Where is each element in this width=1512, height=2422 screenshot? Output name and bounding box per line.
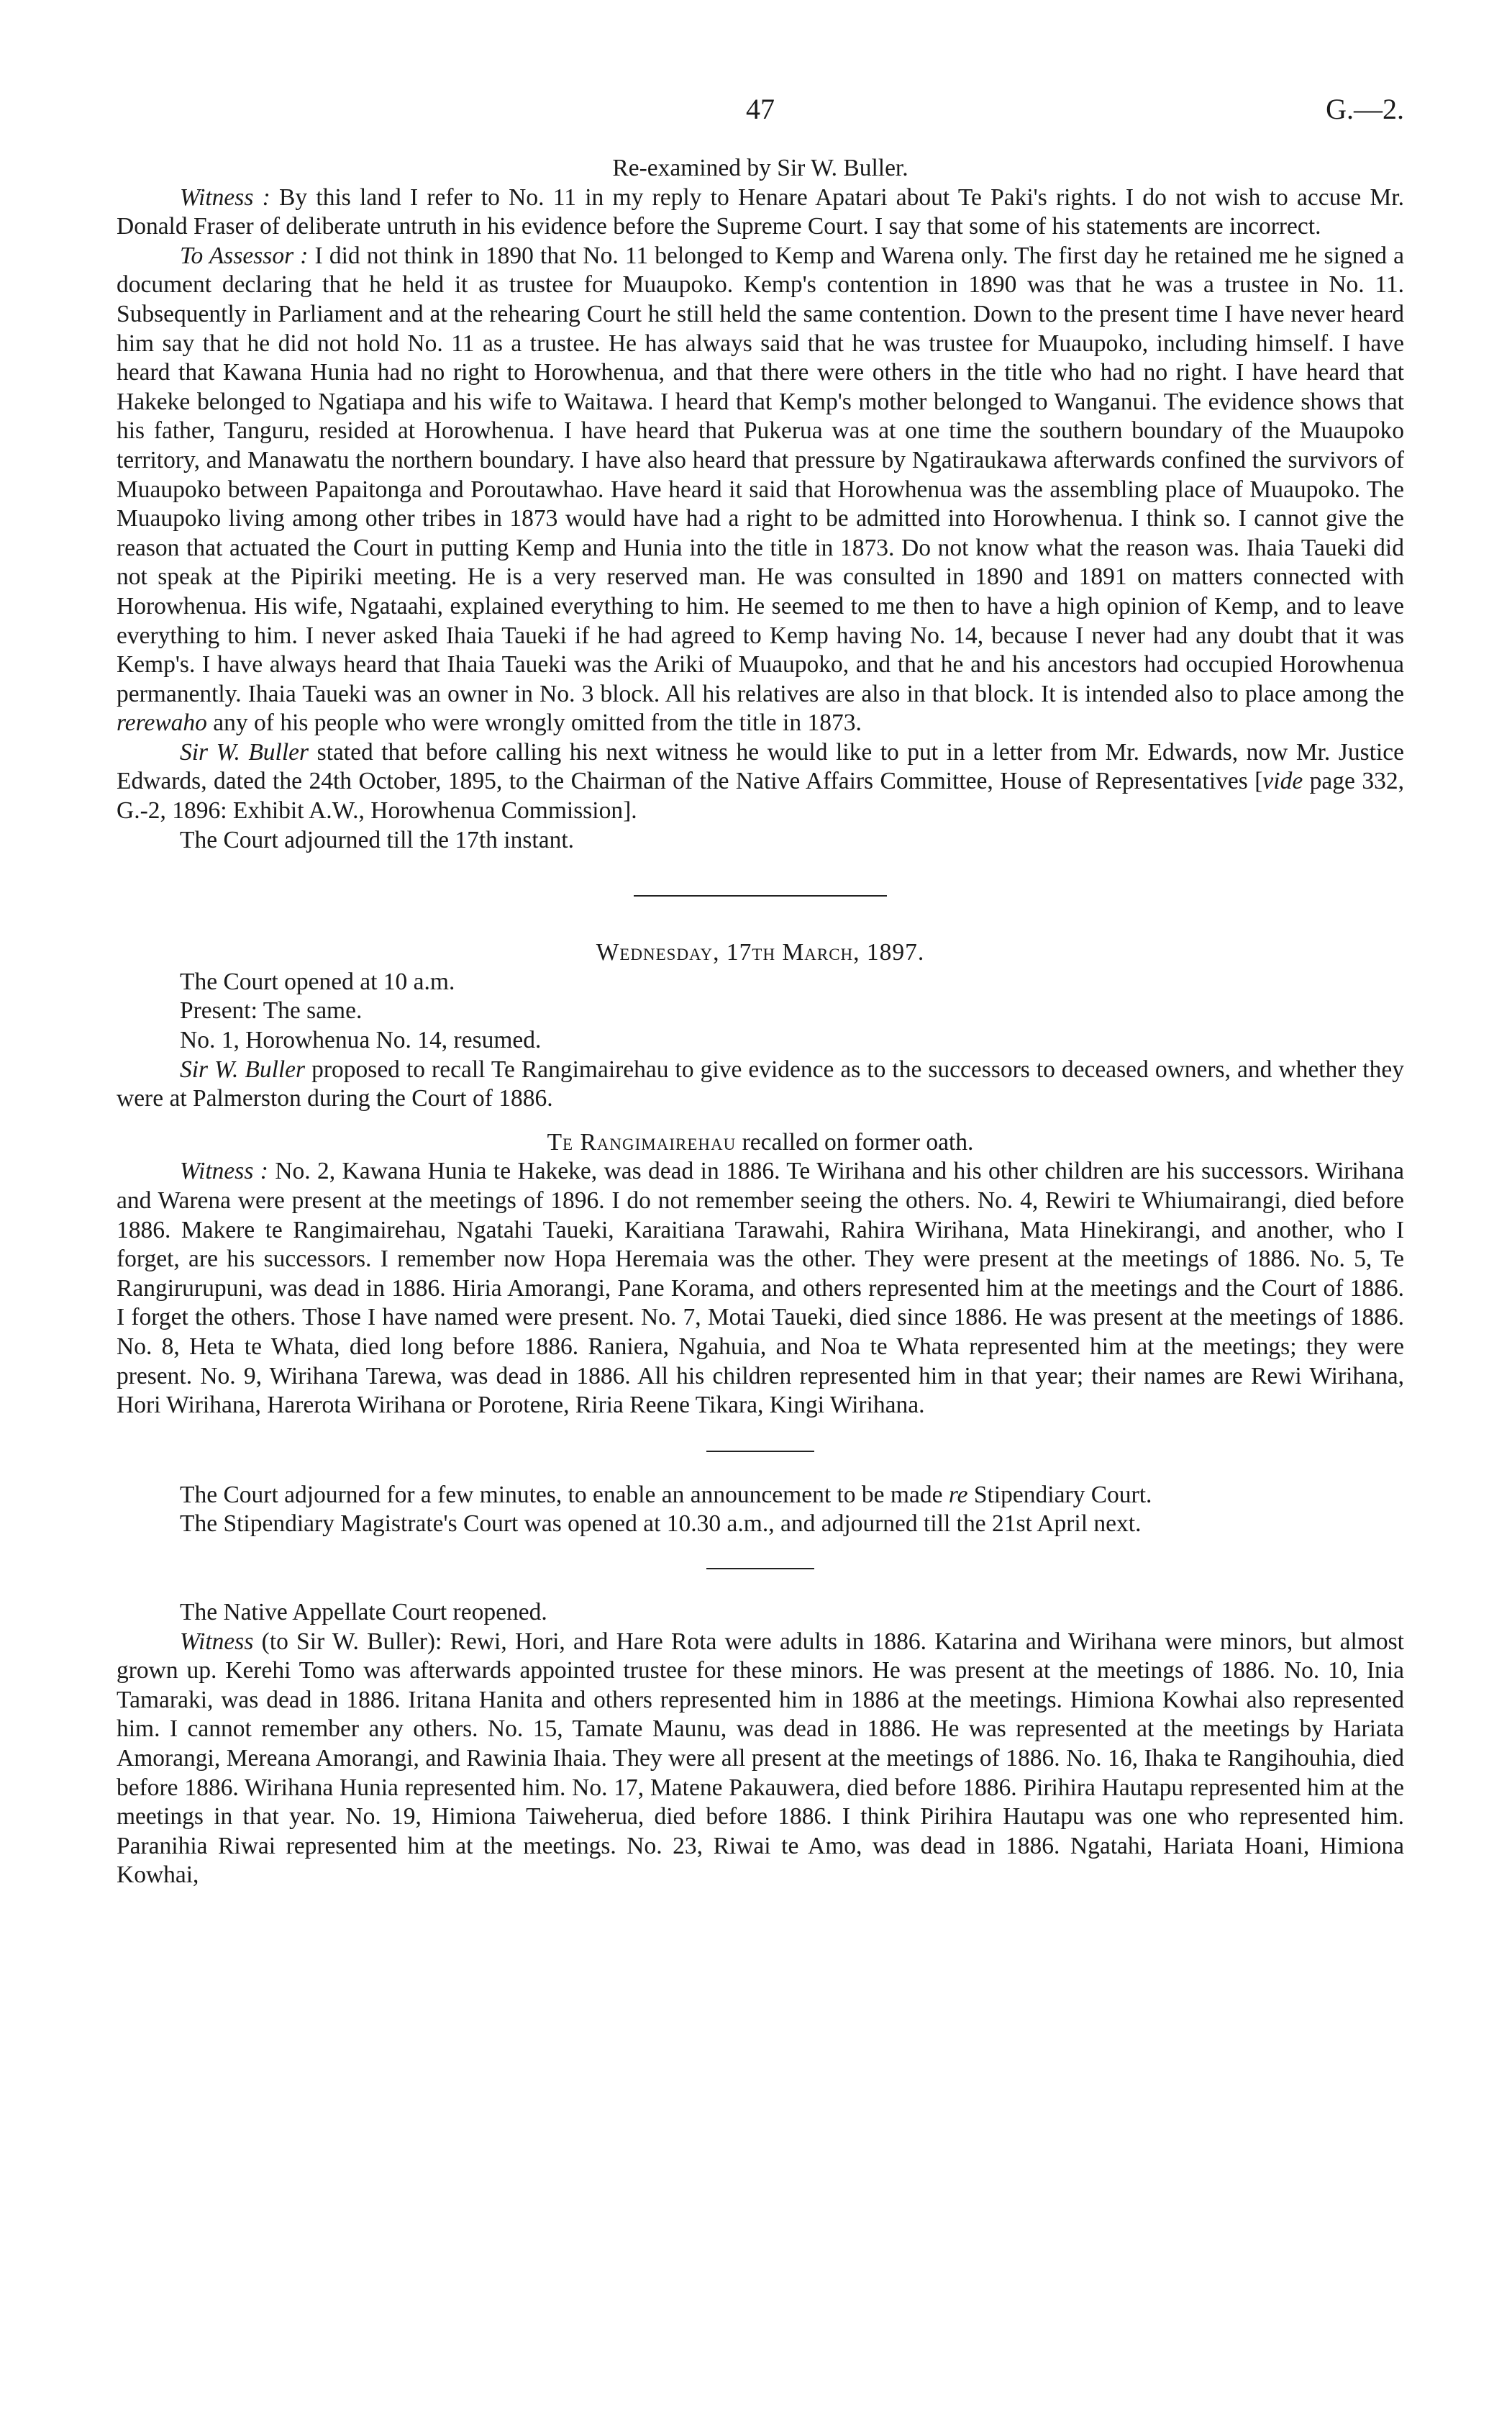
- paragraph-text: No. 2, Kawana Hunia te Hakeke, was dead in 1886. Te Wirihana and his other children are his successors. Wirihana and Warena were present at the meetings of 1896. I do not remember seeing the others. No. 4, Rewiri te Whiumairangi, died before 1886. Makere te Rangimairehau, Ngatahi Taueki, Karaitiana Tarawahi, Rahira Wirihana, Mata Hinekirangi, and another, who I forget, are his successors. I remember now Hopa Heremaia was the other. They were present at the meetings of 1886. No. 5, Te Rangirurupuni, was dead in 1886. Hiria Amorangi, Pane Korama, and others represented him at the meetings and the Court of 1886. I forget the others. Those I have named were present. No. 7, Motai Taueki, died since 1886. He was present at the meetings of 1886. No. 8, Heta te Whata, died long before 1886. Raniera, Ngahuia, and Noa te Whata represented him at the meetings; they were present. No. 9, Wirihana Tarewa, was dead in 1886. All his children represented him in that year; their names are Rewi Wirihana, Hori Wirihana, Harerota Wirihana or Porotene, Riria Reene Tikara, Kingi Wirihana.: [117, 1158, 1404, 1419]
- witness-heading: [117, 1128, 1404, 1158]
- speaker-lead: Witness: [180, 1628, 254, 1655]
- paragraph-stipendiary-court: The Stipendiary Magistrate's Court was opened at 10.30 a.m., and adjourned till the 21st April next.: [180, 1510, 1142, 1538]
- paragraph-witness-3: [117, 1628, 1404, 1890]
- page-header: [117, 95, 1404, 138]
- section-heading-reexamined: Re-examined by Sir W. Buller.: [612, 155, 908, 181]
- paragraph-text-continued: Stipendiary Court.: [967, 1481, 1152, 1508]
- paragraph-text: (to Sir W. Buller): Rewi, Hori, and Hare Rota were adults in 1886. Katarina and Wirihana were minors, but almost grown up. Kerehi Tomo was afterwards appointed trustee for these minors. He was present at the meetings of 1886. No. 10, Inia Tamaraki, was dead in 1886. Iritana Hanita and others represented him in 1886 at the meetings. Himiona Kowhai also represented him. I cannot remember any others. No. 15, Tamate Maunu, was dead in 1886. He was represented at the meetings by Hariata Amorangi, Mereana Amorangi, and Rawinia Ihaia. They were all present at the meetings of 1886. No. 16, Ihaka te Rangihouhia, died before 1886. Wirihana Hunia represented him. No. 17, Matene Pakauwera, died before 1886. Pirihira Hautapu represented him at the meetings in that year. No. 19, Himiona Taiweherua, died before 1886. I think Pirihira Hautapu was one who represented him. Paranihia Riwai represented him at the meetings. No. 23, Riwai te Amo, was dead in 1886. Ngatahi, Hariata Hoani, Himiona Kowhai,: [117, 1628, 1404, 1889]
- date-heading: Wednesday, 17th March, 1897.: [596, 939, 925, 966]
- paragraph-adjourned: The Court adjourned till the 17th instant.: [180, 826, 575, 853]
- paragraph-present: Present: The same.: [180, 997, 363, 1025]
- speaker-lead: Witness :: [180, 1158, 268, 1185]
- witness-heading-rest: recalled on former oath.: [736, 1128, 974, 1156]
- paragraph-text: By this land I refer to No. 11 in my reply to Henare Apatari about Te Paki's rights. I do not wish to accuse Mr. Donald Fraser of deliberate untruth in his evidence before the Supreme Court. I say that some of his statements are incorrect.: [117, 183, 1404, 240]
- section-divider: [634, 895, 887, 897]
- speaker-lead: Sir W. Buller: [180, 738, 309, 766]
- short-divider: [706, 1451, 814, 1452]
- paragraph-text-continued: page 332, G.-2, 1896: Exhibit A.W., Horowhenua Commission].: [117, 768, 1404, 825]
- short-divider: [706, 1568, 814, 1569]
- paragraph-text-continued: any of his people who were wrongly omitted from the title in 1873.: [206, 709, 862, 737]
- paragraph-resumed: No. 1, Horowhenua No. 14, resumed.: [180, 1027, 542, 1054]
- speaker-lead: To Assessor :: [180, 242, 309, 269]
- italic-term: vide: [1262, 768, 1303, 795]
- paragraph-witness-1: [117, 183, 1404, 242]
- paragraph-court-opened: The Court opened at 10 a.m.: [180, 968, 455, 995]
- paragraph-adjourn-stipendiary: [117, 1481, 1404, 1510]
- paragraph-assessor: [117, 242, 1404, 738]
- paragraph-witness-2: [117, 1157, 1404, 1420]
- paragraph-text: stated that before calling his next witness he would like to put in a letter from Mr. Edwards, now Mr. Justice Edwards, dated the 24th October, 1895, to the Chairman of the Native Affairs Committee, House of Representatives [: [117, 738, 1404, 795]
- paragraph-text: I did not think in 1890 that No. 11 belonged to Kemp and Warena only. The first day he retained me he signed a document declaring that he held it as trustee for Muaupoko. Kemp's contention in 1890 was that he was a trustee in No. 11. Subsequently in Parliament and at the rehearing Court he still held the same contention. Down to the present time I have never heard him say that he did not hold No. 11 as a trustee. He has always said that he was trustee for Muaupoko, including himself. I have heard that Kawana Hunia had no right to Horowhenua, and that there were others in the title who had no right. I have heard that Hakeke belonged to Ngatiapa and his wife to Waitawa. I heard that Kemp's mother belonged to Wanganui. The evidence shows that his father, Tanguru, resided at Horowhenua. I have heard that Pukerua was at one time the southern boundary of the Muaupoko territory, and Manawatu the northern boundary. I have also heard that pressure by Ngatiraukawa afterwards confined the survivors of Muaupoko between Papaitonga and Poroutawhao. Have heard it said that Horowhenua was the assembling place of Muaupoko. The Muaupoko living among other tribes in 1873 would have had a right to be admitted into Horowhenua. I think so. I cannot give the reason that actuated the Court in putting Kemp and Hunia into the title in 1873. Do not know what the reason was. Ihaia Taueki did not speak at the Pipiriki meeting. He is a very reserved man. He was consulted in 1890 and 1891 on matters connected with Horowhenua. His wife, Ngataahi, explained everything to him. He seemed to me then to have a high opinion of Kemp, and to leave everything to him. I never asked Ihaia Taueki if he had agreed to Kemp having No. 14, because I never had any doubt that it was Kemp's. I have always heard that Ihaia Taueki was the Ariki of Muaupoko, and that he and his ancestors had occupied Horowhenua permanently. Ihaia Taueki was an owner in No. 3 block. All his relatives are also in that block. It is intended also to place among the: [117, 242, 1405, 707]
- witness-name: Te Rangimairehau: [547, 1128, 737, 1156]
- italic-term: re: [948, 1481, 968, 1508]
- paragraph-buller-letter: [117, 738, 1404, 826]
- paragraph-reopened: The Native Appellate Court reopened.: [180, 1598, 547, 1625]
- paragraph-buller-recall: [117, 1056, 1404, 1114]
- italic-term: rerewaho: [117, 709, 207, 737]
- document-reference: G.—2.: [1326, 93, 1404, 125]
- speaker-lead: Sir W. Buller: [180, 1056, 306, 1083]
- paragraph-text: The Court adjourned for a few minutes, to enable an announcement to be made: [180, 1481, 949, 1508]
- page-number: 47: [746, 93, 775, 125]
- paragraph-text: proposed to recall Te Rangimairehau to give evidence as to the successors to deceased owners, and whether they were at Palmerston during the Court of 1886.: [117, 1056, 1404, 1112]
- speaker-lead: Witness :: [180, 183, 270, 211]
